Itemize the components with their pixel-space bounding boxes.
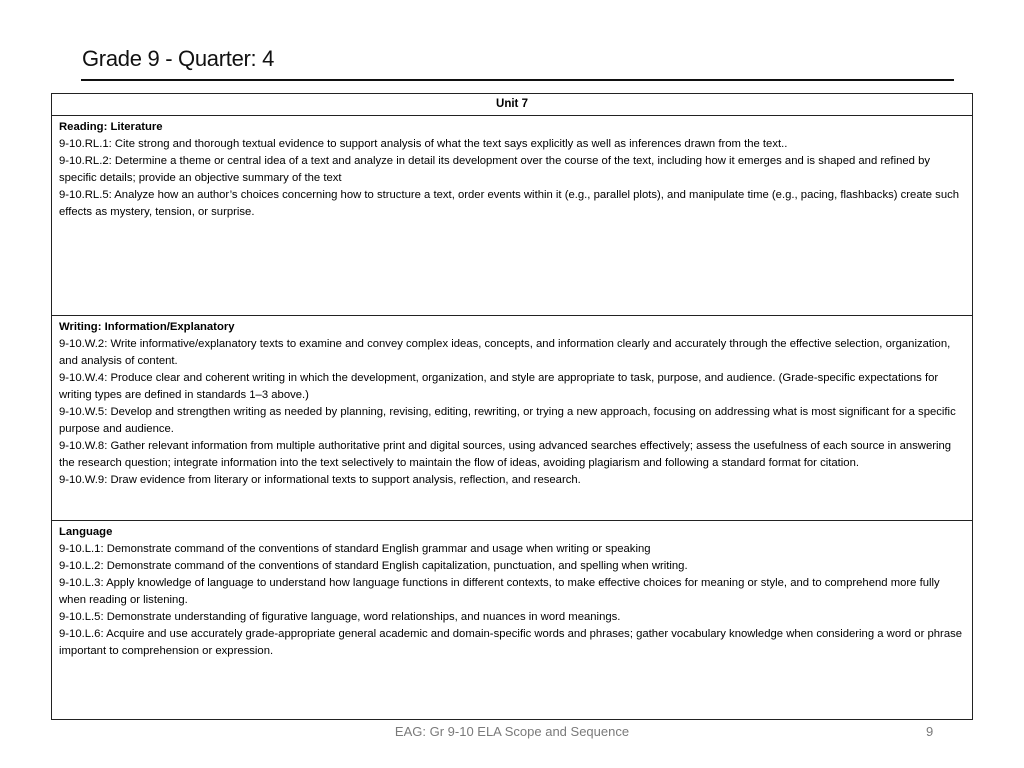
standard-l2: 9-10.L.2: Demonstrate command of the conventions of standard English capitalization, punctuation, and spelling when writing.	[59, 560, 688, 572]
standard-w9: 9-10.W.9: Draw evidence from literary or informational texts to support analysis, reflection, and research.	[59, 474, 581, 486]
unit-heading: Unit 7	[52, 94, 972, 116]
standard-rl1: 9-10.RL.1: Cite strong and thorough textual evidence to support analysis of what the text says explicitly as well as inferences drawn from the text..	[59, 138, 788, 150]
language-section	[52, 520, 972, 719]
standard-l1: 9-10.L.1: Demonstrate command of the conventions of standard English grammar and usage when writing or speaking	[59, 543, 651, 555]
section-title: Language	[59, 526, 113, 538]
standard-l3: 9-10.L.3: Apply knowledge of language to understand how language functions in different contexts, to make effective choices for meaning or style, and to comprehend more fully when reading or listening.	[59, 577, 940, 606]
footer-text: EAG: Gr 9-10 ELA Scope and Sequence	[394, 724, 630, 739]
writing-section	[52, 315, 972, 520]
section-title: Writing: Information/Explanatory	[59, 321, 235, 333]
unit-table	[51, 93, 973, 720]
standard-l5: 9-10.L.5: Demonstrate understanding of figurative language, word relationships, and nuances in word meanings.	[59, 611, 621, 623]
standard-w4: 9-10.W.4: Produce clear and coherent writing in which the development, organization, and style are appropriate to task, purpose, and audience. (Grade-specific expectations for writing types are defined in standards 1–3 above.)	[59, 372, 939, 401]
standard-rl2: 9-10.RL.2: Determine a theme or central idea of a text and analyze in detail its development over the course of the text, including how it emerges and is shaped and refined by specific details; provide an objective summary of the text	[59, 155, 930, 184]
reading-literature-section	[52, 116, 972, 315]
standard-w2: 9-10.W.2: Write informative/explanatory texts to examine and convey complex ideas, concepts, and information clearly and accurately through the effective selection, organization, and analysis of content.	[59, 338, 951, 367]
standard-w5: 9-10.W.5: Develop and strengthen writing as needed by planning, revising, editing, rewriting, or trying a new approach, focusing on addressing what is most significant for a specific purpose and audience.	[59, 406, 956, 435]
standard-rl5: 9-10.RL.5: Analyze how an author’s choices concerning how to structure a text, order events within it (e.g., parallel plots), and manipulate time (e.g., pacing, flashbacks) create such effects as mystery, tension, or surprise.	[59, 189, 960, 218]
title-underline	[81, 79, 954, 81]
standard-w8: 9-10.W.8: Gather relevant information from multiple authoritative print and digital sources, using advanced searches effectively; assess the usefulness of each source in answering the research question; integrate information into the text selectively to maintain the flow of ideas, avoiding plagiarism and following a standard format for citation.	[59, 440, 952, 469]
standard-l6: 9-10.L.6: Acquire and use accurately grade-appropriate general academic and domain-specific words and phrases; gather vocabulary knowledge when considering a word or phrase important to comprehension or expression.	[59, 628, 963, 657]
page-title: Grade 9 - Quarter: 4	[82, 46, 275, 71]
page-number: 9	[926, 724, 934, 739]
section-title: Reading: Literature	[59, 121, 163, 133]
